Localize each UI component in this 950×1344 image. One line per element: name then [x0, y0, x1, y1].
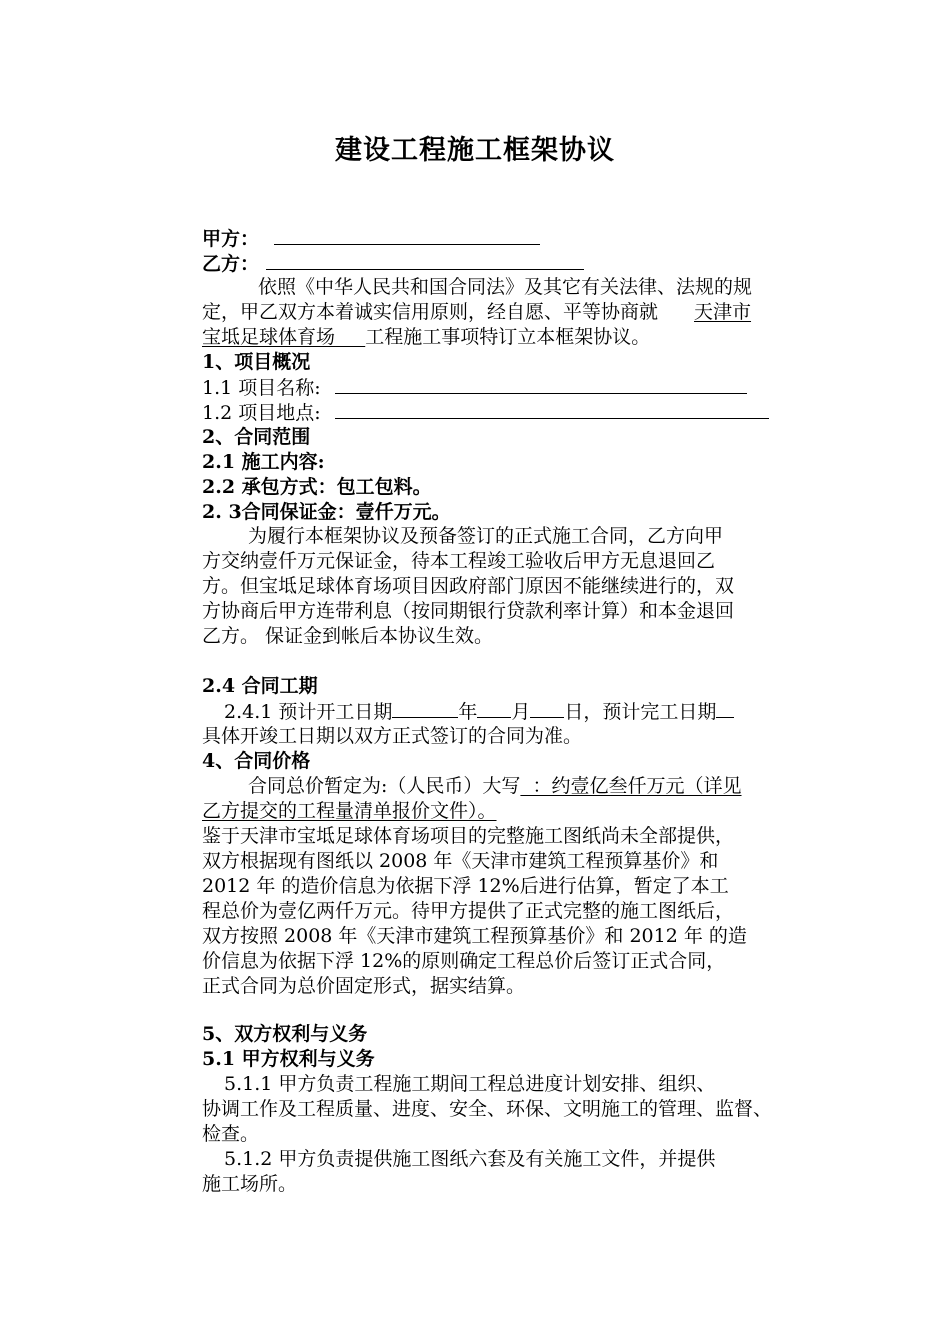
- item-2-1: 2.1 施工内容:: [202, 451, 325, 473]
- project-name-blank: [335, 375, 747, 394]
- document-title: 建设工程施工框架协议: [335, 135, 615, 166]
- deposit-para-line: 乙方。 保证金到帐后本协议生效。: [202, 625, 494, 647]
- party-a-blank: [274, 226, 540, 245]
- intro-line-2: [202, 300, 812, 325]
- deposit-para-line: 方。但宝坻足球体育场项目因政府部门原因不能继续进行的，双: [202, 575, 735, 597]
- year-label: 年: [458, 701, 478, 723]
- deposit-para-line: 为履行本框架协议及预备签订的正式施工合同，乙方向甲: [248, 525, 724, 547]
- month-label: 月: [511, 701, 531, 723]
- deposit-para-line: 方协商后甲方连带利息（按同期银行贷款利率计算）和本金退回: [202, 600, 735, 622]
- party-b-line: [202, 251, 812, 277]
- section-5-heading: 5、双方权利与义务: [202, 1023, 368, 1045]
- price-para-line: 双方按照 2008 年《天津市建筑工程预算基价》和 2012 年 的造: [202, 925, 747, 947]
- item-2-2: 2.2 承包方式：包工包料。: [202, 476, 432, 498]
- party-a-line: [202, 226, 812, 252]
- price-para-line: 双方根据现有图纸以 2008 年《天津市建筑工程预算基价》和: [202, 850, 719, 872]
- price-para-line: 2012 年 的造价信息为依据下浮 12%后进行估算，暂定了本工: [202, 875, 729, 897]
- clause-5-1-1-line: 检查。: [202, 1123, 260, 1145]
- party-a-label: 甲方：: [202, 228, 260, 250]
- party-b-label: 乙方：: [202, 253, 260, 275]
- intro-line-3: [202, 325, 812, 350]
- price-para-line: 正式合同为总价固定形式，据实结算。: [202, 975, 526, 997]
- item-1-2: [202, 400, 812, 426]
- schedule-line-1: [202, 699, 812, 725]
- clause-5-1-2-line: 施工场所。: [202, 1173, 298, 1195]
- section-2-heading: 2、合同范围: [202, 426, 311, 448]
- item-2-3: 2. 3合同保证金：壹仟万元。: [202, 501, 451, 523]
- price-para-line: 程总价为壹亿两仟万元。待甲方提供了正式完整的施工图纸后，: [202, 900, 735, 922]
- price-para-line: 价信息为依据下浮 12%的原则确定工程总价后签订正式合同，: [202, 950, 726, 972]
- project-name-label: 1.1 项目名称:: [202, 377, 321, 399]
- price-label: 合同总价暂定为:（人民币）大写: [248, 775, 521, 797]
- project-name-underlined: 宝坻足球体育场: [202, 326, 336, 348]
- clause-5-1-1-line: 5.1.1 甲方负责工程施工期间工程总进度计划安排、组织、: [224, 1073, 716, 1095]
- project-location-blank: [335, 400, 769, 419]
- clause-5-1-2-line: 5.1.2 甲方负责提供施工图纸六套及有关施工文件，并提供: [224, 1148, 716, 1170]
- start-month-blank: [477, 699, 511, 718]
- schedule-line-2: 具体开竣工日期以双方正式签订的合同为准。: [202, 725, 583, 747]
- price-line-1: [202, 774, 812, 799]
- clause-5-1-1-line: 协调工作及工程质量、进度、安全、环保、文明施工的管理、监督、: [202, 1098, 773, 1120]
- start-year-blank: [392, 699, 458, 718]
- start-date-label: 2.4.1 预计开工日期: [224, 701, 393, 723]
- section-2-4-heading: 2.4 合同工期: [202, 675, 318, 697]
- item-1-1: [202, 375, 812, 401]
- project-city-underlined: 天津市: [694, 301, 752, 323]
- start-day-blank: [530, 699, 564, 718]
- section-5-1-heading: 5.1 甲方权利与义务: [202, 1048, 375, 1070]
- party-b-blank: [266, 251, 584, 270]
- deposit-para-line: 方交纳壹仟万元保证金，待本工程竣工验收后甲方无息退回乙: [202, 550, 716, 572]
- section-1-heading: 1、项目概况: [202, 351, 311, 373]
- price-basis-underlined: 乙方提交的工程量清单报价文件）。: [202, 800, 497, 822]
- price-para-line: 鉴于天津市宝坻足球体育场项目的完整施工图纸尚未全部提供，: [202, 825, 735, 847]
- section-4-heading: 4、合同价格: [202, 750, 311, 772]
- intro-line-1: 依照《中华人民共和国合同法》及其它有关法律、法规的规: [258, 276, 753, 298]
- price-line-2: [202, 799, 812, 824]
- intro-text-3b: 工程施工事项特订立本框架协议。: [365, 326, 651, 348]
- end-date-blank: [716, 699, 734, 718]
- intro-text-2a: 定，甲乙双方本着诚实信用原则，经自愿、平等协商就: [202, 301, 659, 323]
- end-date-label: 日，预计完工日期: [564, 701, 717, 723]
- price-amount-underlined: ：约壹亿叁仟万元（详见: [532, 775, 742, 797]
- project-location-label: 1.2 项目地点:: [202, 402, 321, 424]
